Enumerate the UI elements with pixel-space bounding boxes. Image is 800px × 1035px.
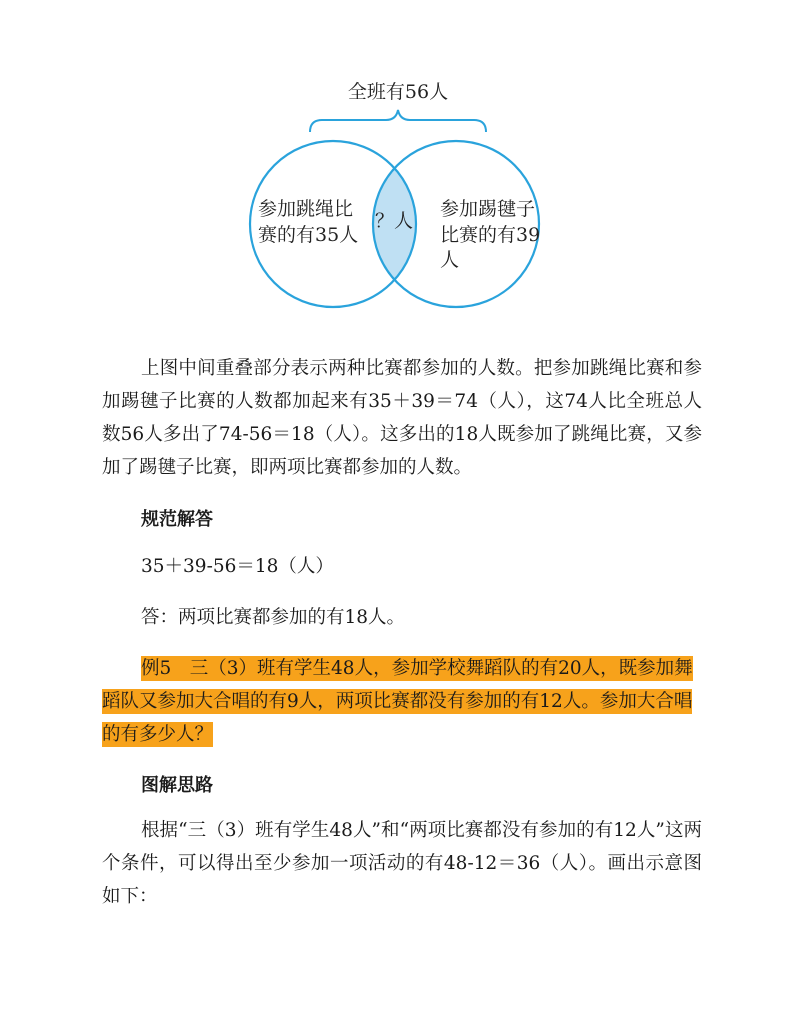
diagram-approach-heading: 图解思路: [141, 775, 213, 796]
total-label: 全班有56人: [347, 81, 449, 103]
explanation-paragraph: 上图中间重叠部分表示两种比赛都参加的人数。把参加跳绳比赛和参加踢毽子比赛的人数都加起来有35＋39＝74（人），这74人比全班总人数56人多出了74-56＝18（人）。这多出的18人既参加了跳绳比赛，又参加了踢毽子比赛，即两项比赛都参加的人数。: [102, 358, 702, 478]
solution-heading: 规范解答: [141, 509, 213, 530]
solution-answer: 答：两项比赛都参加的有18人。: [141, 607, 406, 628]
left-label-line1: 参加跳绳比: [258, 198, 354, 220]
left-label-line2: 赛的有35人: [258, 224, 359, 246]
venn-diagram: [0, 0, 800, 330]
right-label-line1: 参加踢毽子: [440, 198, 536, 220]
solution-equation: 35＋39-56＝18（人）: [141, 556, 334, 577]
approach-paragraph: 根据“三（3）班有学生48人”和“两项比赛都没有参加的有12人”这两个条件，可以得出至少参加一项活动的有48-12＝36（人）。画出示意图如下：: [102, 820, 702, 907]
right-label-line2: 比赛的有39: [440, 224, 541, 246]
example-5: [102, 652, 702, 751]
overlap-label: ？人: [374, 210, 414, 232]
example-5-text: 例5 三（3）班有学生48人，参加学校舞蹈队的有20人，既参加舞蹈队又参加大合唱的有9人，两项比赛都没有参加的有12人。参加大合唱的有多少人？: [102, 658, 693, 745]
total-brace: [310, 110, 486, 132]
right-label-line3: 人: [440, 249, 460, 271]
